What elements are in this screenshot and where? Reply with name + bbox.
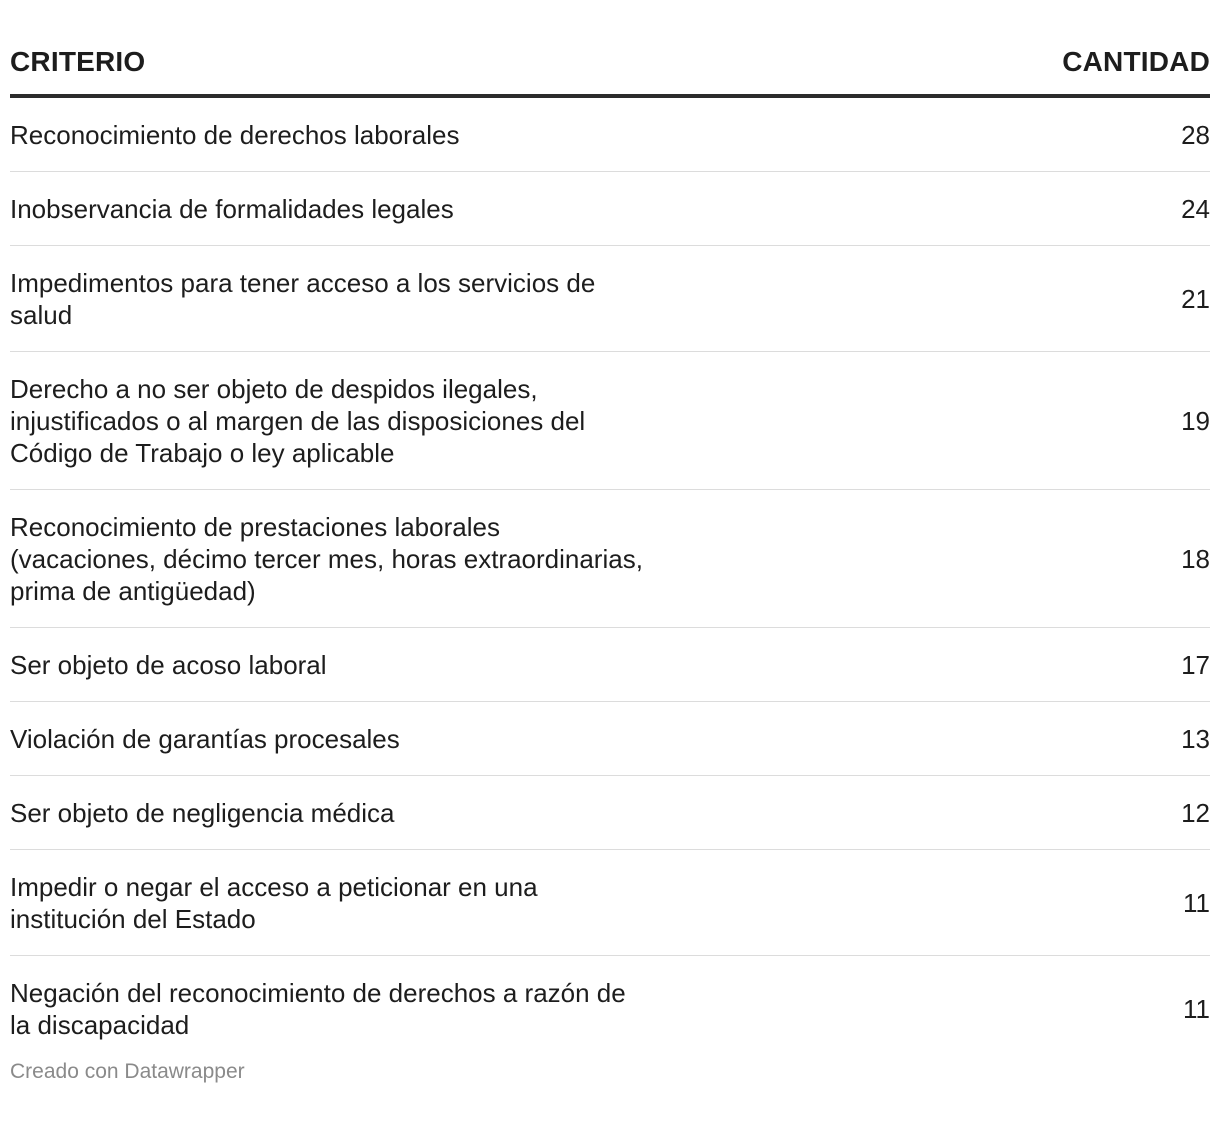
criterio-cell: Reconocimiento de derechos laborales [10,119,460,150]
cantidad-cell: 12 [1181,797,1210,828]
table-row [10,850,1210,956]
criterio-cell: Impedir o negar el acceso a peticionar en una institución del Estado [10,871,538,934]
cantidad-cell: 18 [1181,543,1210,574]
cantidad-cell: 19 [1181,405,1210,436]
cantidad-cell: 11 [1183,994,1210,1024]
criterio-cell: Ser objeto de negligencia médica [10,797,395,828]
table-container [10,0,1210,1083]
column-header-cantidad[interactable]: CANTIDAD [1062,46,1210,77]
cantidad-cell: 21 [1181,283,1210,314]
column-header-criterio[interactable]: CRITERIO [10,46,146,77]
table-row [10,352,1210,490]
cantidad-cell: 28 [1181,119,1210,150]
criterio-cell: Reconocimiento de prestaciones laborales (vacaciones, décimo tercer mes, horas extraordinarias, prima de antigüedad) [10,511,643,606]
cantidad-cell: 11 [1183,887,1210,918]
table-row [10,956,1210,1062]
table-header [10,44,1210,98]
cantidad-cell: 24 [1181,193,1210,224]
criterio-cell: Violación de garantías procesales [10,723,400,754]
table-row [10,246,1210,352]
criterio-cell: Inobservancia de formalidades legales [10,193,454,224]
table-body [10,98,1210,1062]
criterio-cell: Negación del reconocimiento de derechos a razón de la discapacidad [10,978,626,1040]
table-row [10,776,1210,850]
cantidad-cell: 13 [1181,723,1210,754]
criterio-cell: Ser objeto de acoso laboral [10,649,327,680]
table-row [10,98,1210,172]
table-row [10,702,1210,776]
datawrapper-credit[interactable]: Creado con Datawrapper [10,1060,245,1083]
criterio-cell: Impedimentos para tener acceso a los servicios de salud [10,267,596,330]
criterio-cell: Derecho a no ser objeto de despidos ilegales, injustificados o al margen de las disposiciones del Código de Trabajo o ley aplicable [10,373,586,468]
cantidad-cell: 17 [1181,649,1210,680]
table-row [10,628,1210,702]
table-row [10,490,1210,628]
table-row [10,172,1210,246]
